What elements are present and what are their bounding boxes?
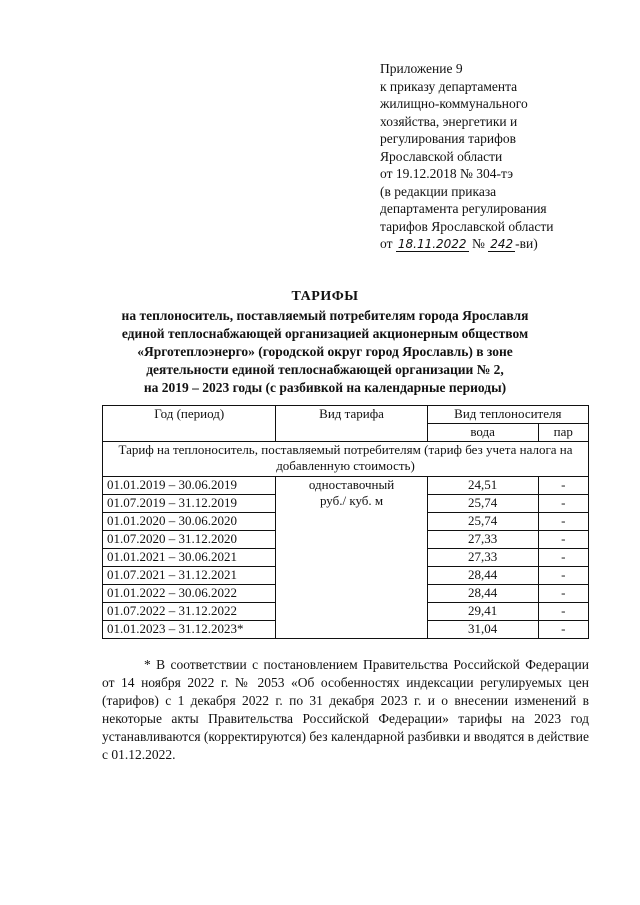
period-cell: 01.07.2020 – 31.12.2020 <box>103 531 276 549</box>
steam-cell: - <box>538 495 588 513</box>
title-main: ТАРИФЫ <box>291 289 359 304</box>
header-steam: пар <box>538 424 588 442</box>
order-suffix: -ви) <box>515 236 538 251</box>
footnote: * В соответствии с постановлением Правительства Российской Федерации от 14 ноября 2022 г. № 2053 «Об особенностях индексации регулируемых цен (тарифов) с 1 декабря 2022 г. по 31 декабря 2023 г. и о внесении изменений в некоторые акты Правительства Российской Федерации» тарифы на 2023 год устанавливаются (корректируются) без календарной разбивки и вводятся в действие с 01.12.2022. <box>102 657 589 762</box>
header-period: Год (период) <box>103 406 276 442</box>
period-cell: 01.01.2020 – 30.06.2020 <box>103 513 276 531</box>
water-cell: 29,41 <box>427 603 538 621</box>
number-sign: № <box>471 236 485 251</box>
table-row <box>103 477 589 495</box>
steam-cell: - <box>538 549 588 567</box>
steam-cell: - <box>538 567 588 585</box>
tariff-type-cell <box>276 477 427 639</box>
steam-cell: - <box>538 621 588 639</box>
water-cell: 28,44 <box>427 585 538 603</box>
water-cell: 25,74 <box>427 495 538 513</box>
title-line: на 2019 – 2023 годы (с разбивкой на календарные периоды) <box>143 380 507 395</box>
appendix-line: тарифов Ярославской области <box>380 218 554 234</box>
title-line: на теплоноситель, поставляемый потребителям города Ярославля <box>121 308 529 323</box>
water-cell: 27,33 <box>427 531 538 549</box>
appendix-line: регулирования тарифов <box>380 131 517 146</box>
title-line: деятельности единой теплоснабжающей организации № 2, <box>146 362 504 377</box>
appendix-line: Приложение 9 <box>380 61 463 76</box>
period-cell: 01.01.2022 – 30.06.2022 <box>103 585 276 603</box>
order-prefix: от <box>380 236 393 251</box>
tariff-type-unit: руб./ куб. м <box>319 493 384 508</box>
order-date: 18.11.2022 <box>397 237 467 251</box>
period-cell: 01.07.2019 – 31.12.2019 <box>103 495 276 513</box>
document-title <box>100 288 550 397</box>
water-cell: 25,74 <box>427 513 538 531</box>
appendix-line: жилищно-коммунального <box>380 96 528 111</box>
table-header-row <box>103 406 589 424</box>
appendix-line: департамента регулирования <box>380 201 547 216</box>
water-cell: 28,44 <box>427 567 538 585</box>
title-line: «Ярготеплоэнерго» (городской округ город Ярославль) в зоне <box>137 344 513 359</box>
period-cell: 01.01.2021 – 30.06.2021 <box>103 549 276 567</box>
appendix-line: к приказу департамента <box>380 78 518 94</box>
steam-cell: - <box>538 531 588 549</box>
steam-cell: - <box>538 603 588 621</box>
appendix-line: (в редакции приказа <box>380 183 497 199</box>
tariff-table <box>102 405 589 639</box>
period-cell: 01.07.2022 – 31.12.2022 <box>103 603 276 621</box>
appendix-order-line <box>380 235 620 253</box>
section-row <box>103 442 589 477</box>
appendix-header <box>380 60 620 253</box>
appendix-line: Ярославской области <box>380 148 503 164</box>
header-medium: Вид теплоносителя <box>427 406 588 424</box>
water-cell: 27,33 <box>427 549 538 567</box>
header-type: Вид тарифа <box>276 406 427 442</box>
section-title: Тариф на теплоноситель, поставляемый потребителям (тариф без учета налога на добавленную стоимость) <box>103 442 589 477</box>
steam-cell: - <box>538 585 588 603</box>
period-cell: 01.01.2023 – 31.12.2023* <box>103 621 276 639</box>
period-cell: 01.07.2021 – 31.12.2021 <box>103 567 276 585</box>
title-line: единой теплоснабжающей организацией акционерным обществом <box>121 326 529 341</box>
water-cell: 24,51 <box>427 477 538 495</box>
period-cell: 01.01.2019 – 30.06.2019 <box>103 477 276 495</box>
tariff-type-name: одноставочный <box>308 477 395 492</box>
steam-cell: - <box>538 477 588 495</box>
order-number: 242 <box>490 237 514 251</box>
appendix-line: от 19.12.2018 № 304-тэ <box>380 166 514 181</box>
header-water: вода <box>427 424 538 442</box>
water-cell: 31,04 <box>427 621 538 639</box>
steam-cell: - <box>538 513 588 531</box>
appendix-line: хозяйства, энергетики и <box>380 113 518 129</box>
